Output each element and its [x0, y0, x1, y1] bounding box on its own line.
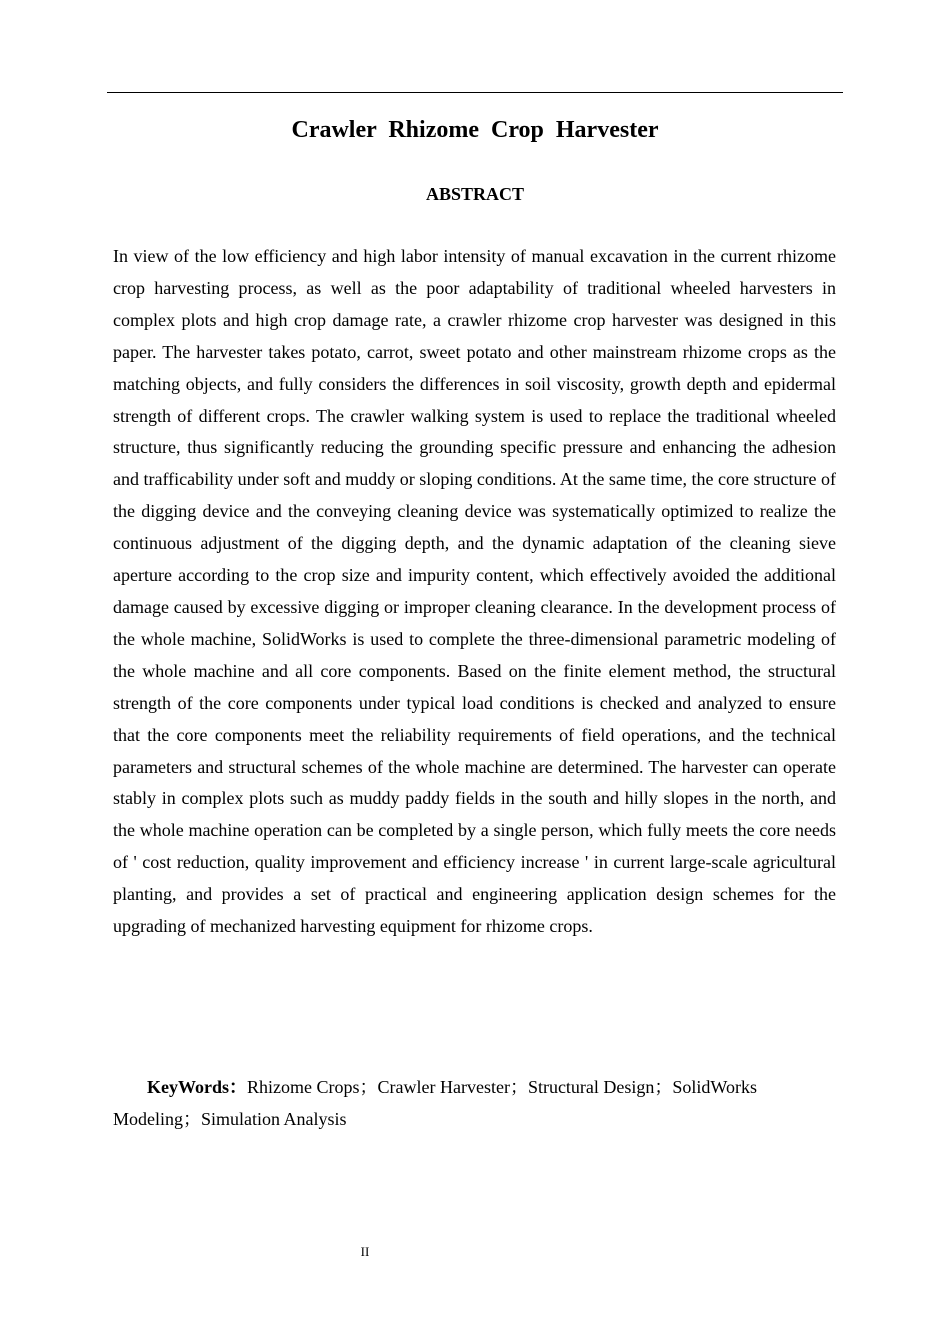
page-number: II	[360, 1244, 370, 1259]
keywords-label: KeyWords：	[147, 1077, 248, 1097]
keywords-text: Rhizome Crops；Crawler Harvester；Structural Design；SolidWorks Modeling；Simulation Analysis	[113, 1077, 757, 1129]
abstract-heading: ABSTRACT	[425, 184, 525, 204]
abstract-body: In view of the low efficiency and high labor intensity of manual excavation in the current rhizome crop harvesting process, as well as the poor adaptability of traditional wheeled harvesters in complex plots and high crop damage rate, a crawler rhizome crop harvester was designed in this paper. The harvester takes potato, carrot, sweet potato and other mainstream rhizome crops as the matching objects, and fully considers the differences in soil viscosity, growth depth and epidermal strength of different crops. The crawler walking system is used to replace the traditional wheeled structure, thus significantly reducing the grounding specific pressure and enhancing the adhesion and trafficability under soft and muddy or sloping conditions. At the same time, the core structure of the digging device and the conveying cleaning device was systematically optimized to realize the continuous adjustment of the digging depth, and the dynamic adaptation of the cleaning sieve aperture according to the crop size and impurity content, which effectively avoided the additional damage caused by excessive digging or improper cleaning clearance. In the development process of the whole machine, SolidWorks is used to complete the three-dimensional parametric modeling of the whole machine and all core components. Based on the finite element method, the structural strength of the core components under typical load conditions is checked and analyzed to ensure that the core components meet the reliability requirements of field operations, and the technical parameters and structural schemes of the whole machine are determined. The harvester can operate stably in complex plots such as muddy paddy fields in the south and hilly slopes in the north, and the whole machine operation can be completed by a single person, which fully meets the core needs of ' cost reduction, quality improvement and efficiency increase ' in current large-scale agricultural planting, and provides a set of practical and engineering application design schemes for the upgrading of mechanized harvesting equipment for rhizome crops.	[113, 246, 836, 937]
document-title: Crawler Rhizome Crop Harvester	[291, 117, 659, 143]
keywords-paragraph	[113, 1071, 836, 1135]
header-rule	[107, 92, 843, 93]
